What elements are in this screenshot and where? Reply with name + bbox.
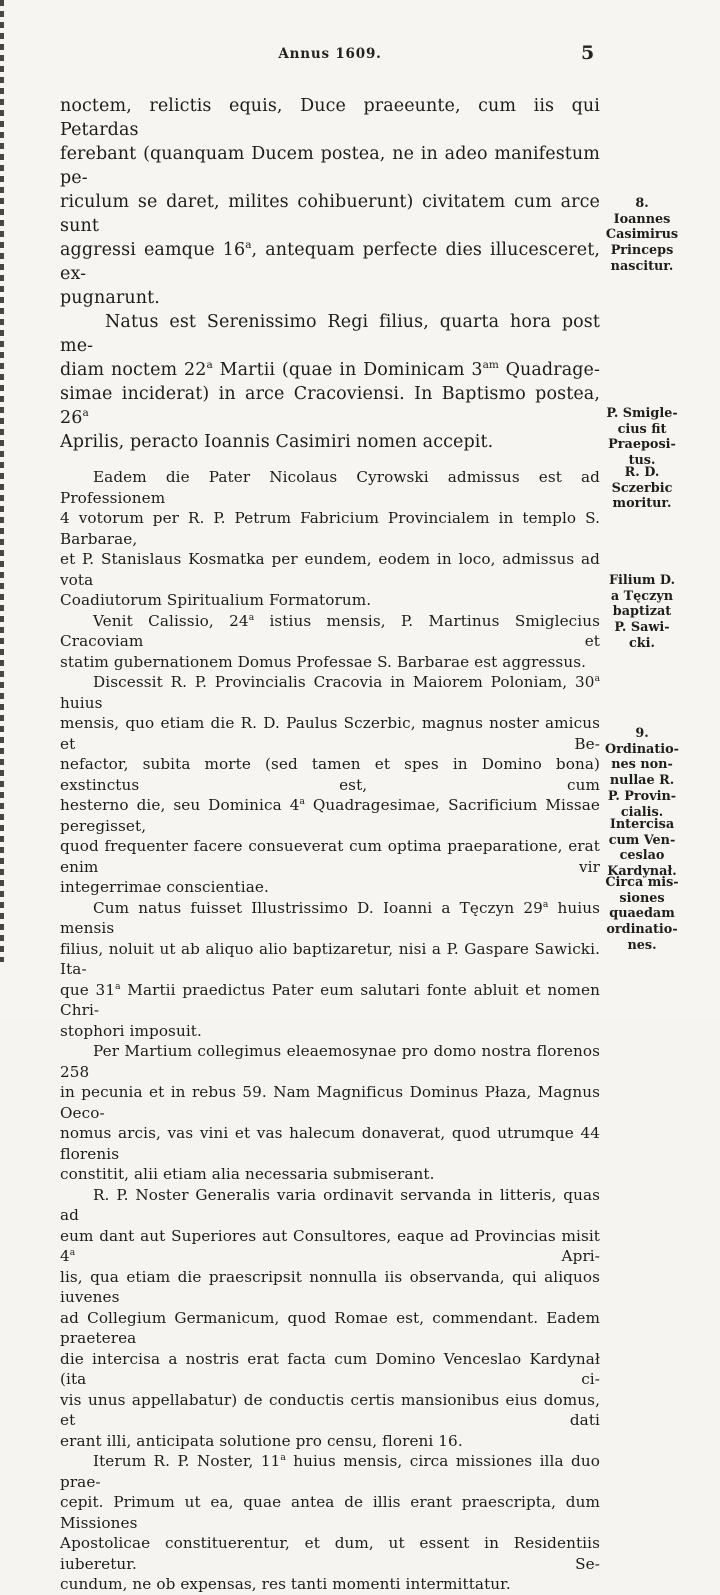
- margin-note-line: moritur.: [612, 496, 672, 512]
- main-text-column: [60, 94, 600, 1595]
- margin-note-line: Kardynał.: [607, 864, 677, 880]
- text-line: Aprilis, peracto Ioannis Casimiri nomen accepit.: [60, 432, 494, 452]
- text-line: cundum, ne ob expensas, res tanti momenti intermittatur.: [60, 1575, 511, 1593]
- margin-note: [596, 406, 688, 469]
- margin-note-line: cum Ven-: [608, 832, 676, 848]
- paragraph: [60, 672, 600, 898]
- paragraph: [60, 1185, 600, 1452]
- text-line: filius, noluit ut ab aliquo alio baptizaretur, nisi a P. Gaspare Sawicki. Ita-: [60, 939, 600, 978]
- text-line: pugnarunt.: [60, 288, 160, 308]
- margin-note: [596, 196, 688, 275]
- margin-note: [596, 726, 688, 820]
- text-line: Discessit R. P. Provincialis Cracovia in Maiorem Poloniam, 30$^a$ huius: [60, 673, 600, 712]
- text-line: cepit. Primum ut ea, quae antea de illis erant praescripta, dum Missiones: [60, 1493, 600, 1532]
- margin-note: [596, 465, 688, 512]
- text-line: Cum natus fuisset Illustrissimo D. Ioanni a Tęczyn 29$^a$ huius mensis: [60, 898, 600, 937]
- margin-note-line: nullae R.: [609, 773, 675, 789]
- margin-note-line: quaedam: [609, 906, 675, 922]
- margin-note-line: P. Smigle-: [606, 406, 678, 421]
- text-line: ad Collegium Germanicum, quod Romae est, commendant. Eadem praeterea: [60, 1308, 600, 1347]
- text-line: integerrimae conscientiae.: [60, 878, 269, 896]
- text-line: simae inciderat) in arce Cracoviensi. In Baptismo postea, 26$^a$: [60, 384, 600, 428]
- margin-note-line: a Tęczyn: [610, 588, 674, 604]
- margin-note-line: 9.: [635, 726, 649, 741]
- margin-note-line: Casimirus: [605, 227, 679, 243]
- text-line: Iterum R. P. Noster, 11$^a$ huius mensis, circa missiones illa duo prae-: [60, 1452, 600, 1491]
- margin-note-line: cialis.: [620, 804, 664, 820]
- margin-note-line: siones: [619, 890, 665, 906]
- margin-note: [596, 573, 688, 652]
- margin-note-line: ceslao: [619, 848, 665, 864]
- margin-note-line: P. Provin-: [607, 788, 677, 804]
- margin-note-line: Sczerbic: [611, 480, 673, 496]
- text-line: noctem, relictis equis, Duce praeeunte, cum iis qui Petardas: [60, 96, 600, 140]
- margin-note-line: baptizat: [612, 604, 672, 620]
- text-line: die intercisa a nostris erat facta cum Domino Venceslao Kardynał (ita ci-: [60, 1349, 600, 1388]
- text-line: quod frequenter facere consueverat cum optima praeparatione, erat enim vir: [60, 837, 600, 876]
- paragraph: [60, 94, 600, 310]
- text-line: Venit Calissio, 24$^a$ istius mensis, P. Martinus Smiglecius Cracoviam et: [60, 611, 600, 650]
- text-line: eum dant aut Superiores aut Consultores, eaque ad Provincias misit 4$^a$ Apri-: [60, 1226, 600, 1265]
- margin-note-line: nes.: [627, 937, 657, 953]
- text-line: nomus arcis, vas vini et vas halecum donaverat, quod utrumque 44 florenis: [60, 1124, 600, 1163]
- text-line: diam noctem 22$^a$ Martii (quae in Dominicam $3^{am}$ Quadrage-: [60, 359, 601, 380]
- margin-note-line: Praeposi-: [608, 437, 676, 453]
- text-line: in pecunia et in rebus 59. Nam Magnificus Dominus Płaza, Magnus Oeco-: [60, 1083, 600, 1122]
- text-line: lis, qua etiam die praescripsit nonnulla iis observanda, qui aliquos iuvenes: [60, 1267, 600, 1306]
- text-line: statim gubernationem Domus Professae S. Barbarae est aggressus.: [60, 652, 587, 671]
- margin-note-line: Princeps: [610, 243, 674, 259]
- margin-note-line: 8.: [635, 196, 649, 211]
- text-line: nefactor, subita morte (sed tamen et spes in Domino bona) exstinctus est, cum: [60, 755, 600, 794]
- text-line: Natus est Serenissimo Regi filius, quarta hora post me-: [60, 312, 600, 356]
- margin-note-line: ordinatio-: [606, 922, 678, 938]
- scan-edge-artifact: [0, 0, 4, 962]
- margin-note-line: Filium D.: [608, 573, 676, 588]
- margin-note-line: cius fit: [617, 421, 667, 437]
- paragraph: [60, 1041, 600, 1185]
- text-line: que 31$^a$ Martii praedictus Pater eum salutari fonte abluit et nomen Chri-: [60, 980, 600, 1019]
- paragraph: [60, 1451, 600, 1595]
- running-title: Annus 1609.: [278, 46, 382, 62]
- margin-note: [596, 875, 688, 954]
- margin-note-line: R. D.: [624, 465, 660, 480]
- paragraph: [60, 467, 600, 611]
- margin-note-line: Circa mis-: [605, 875, 679, 890]
- text-line: et P. Stanislaus Kosmatka per eundem, eodem in loco, admissus ad vota: [60, 550, 600, 589]
- text-line: ferebant (quanquam Ducem postea, ne in adeo manifestum pe-: [60, 144, 600, 188]
- margin-note-line: tus.: [628, 453, 656, 469]
- text-line: Per Martium collegimus eleaemosynae pro domo nostra florenos 258: [60, 1042, 600, 1081]
- text-line: 4 votorum per R. P. Petrum Fabricium Provincialem in templo S. Barbarae,: [60, 509, 600, 548]
- margin-note: [596, 817, 688, 880]
- margin-note-line: nes non-: [611, 757, 673, 773]
- text-line: Eadem die Pater Nicolaus Cyrowski admissus est ad Professionem: [60, 468, 600, 507]
- margin-note-line: nascitur.: [610, 258, 674, 274]
- margin-note-line: Intercisa: [609, 817, 675, 832]
- margin-note-line: Ioannes: [613, 211, 671, 227]
- text-line: Apostolicae constituerentur, et dum, ut essent in Residentiis iuberetur. Se-: [60, 1534, 600, 1573]
- text-line: hesterno die, seu Dominica 4$^a$ Quadragesimae, Sacrificium Missae peregisset,: [60, 796, 600, 835]
- text-line: riculum se daret, milites cohibuerunt) civitatem cum arce sunt: [60, 192, 600, 236]
- text-line: Coadiutorum Spiritualium Formatorum.: [60, 591, 372, 609]
- paragraph: [60, 898, 600, 1042]
- text-line: erant illi, anticipata solutione pro censu, floreni 16.: [60, 1431, 463, 1450]
- paragraph: [60, 310, 600, 454]
- text-line: vis unus appellabatur) de conductis certis mansionibus eius domus, et dati: [60, 1390, 600, 1429]
- text-line: constitit, alii etiam alia necessaria submiserant.: [60, 1165, 435, 1183]
- page-number: 5: [581, 42, 595, 64]
- margin-note-line: P. Sawi-: [614, 620, 670, 636]
- margin-note-line: Ordinatio-: [605, 741, 679, 757]
- text-line: R. P. Noster Generalis varia ordinavit servanda in litteris, quas ad: [60, 1185, 600, 1224]
- margin-note-line: cki.: [629, 635, 655, 651]
- text-line: mensis, quo etiam die R. D. Paulus Sczerbic, magnus noster amicus et Be-: [60, 714, 600, 753]
- text-line: stophori imposuit.: [60, 1021, 202, 1040]
- text-line: aggressi eamque 16$^a$, antequam perfecte dies illucesceret, ex-: [60, 239, 601, 284]
- paragraph: [60, 611, 600, 673]
